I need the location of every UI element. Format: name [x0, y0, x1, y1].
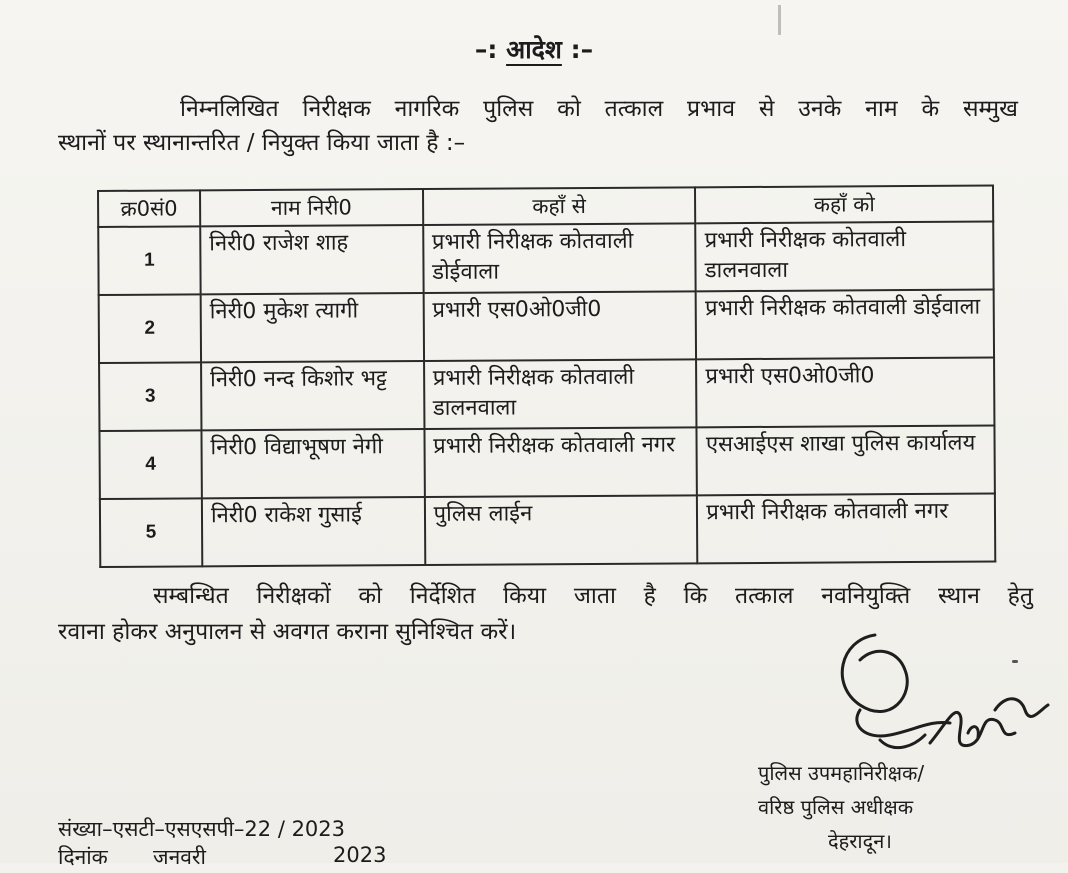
header-from: कहाँ से — [423, 187, 696, 225]
signatory-line-1: पुलिस उपमहानिरीक्षक/ — [758, 761, 925, 785]
row-serial: 4 — [99, 430, 201, 499]
reference-number: संख्या–एसटी–एसएसपी–22 / 2023 — [58, 817, 346, 841]
row-name: निरी0 विद्याभूषण नेगी — [201, 429, 424, 498]
row-from: प्रभारी निरीक्षक कोतवाली डोईवाला — [423, 223, 696, 293]
table-header-row — [98, 186, 993, 227]
instruction-line-1: सम्बन्धित निरीक्षकों को निर्देशित किया जाता है कि तत्काल नवनियुक्ति स्थान हेतु — [153, 583, 1033, 609]
row-name: निरी0 नन्द किशोर भट्ट — [201, 361, 424, 430]
title-suffix: :– — [561, 35, 594, 64]
signatory-block — [758, 756, 1018, 858]
document-title — [0, 32, 1068, 66]
header-to: कहाँ को — [695, 186, 993, 224]
table-row — [98, 222, 993, 295]
table-row — [99, 426, 994, 499]
row-name: निरी0 राजेश शाह — [200, 225, 423, 294]
row-to: प्रभारी एस0ओ0जी0 — [696, 358, 994, 428]
header-serial: क्र0सं0 — [98, 190, 200, 227]
scan-mark — [778, 5, 781, 35]
date-label: दिनांक — [58, 845, 108, 869]
intro-paragraph — [58, 92, 1018, 160]
row-serial: 2 — [99, 294, 201, 363]
date-year: 2023 — [333, 843, 387, 867]
intro-line-2: स्थानों पर स्थानान्तरित / नियुक्त किया जाता है :– — [58, 130, 466, 156]
row-serial: 1 — [98, 226, 200, 295]
row-to: एसआईएस शाखा पुलिस कार्यालय — [697, 426, 995, 496]
row-to: प्रभारी निरीक्षक कोतवाली नगर — [697, 494, 995, 564]
intro-line-1: निम्नलिखित निरीक्षक नागरिक पुलिस को तत्काल प्रभाव से उनके नाम के सम्मुख — [180, 96, 1018, 122]
instruction-line-2: रवाना होकर अनुपालन से अवगत कराना सुनिश्चित करें। — [58, 619, 517, 645]
row-from: प्रभारी एस0ओ0जी0 — [423, 291, 696, 361]
title-prefix: –: — [474, 35, 507, 64]
date-month: जनवरी — [153, 845, 206, 869]
row-serial: 5 — [100, 498, 202, 567]
row-from: पुलिस लाईन — [425, 495, 698, 565]
scan-speck — [1012, 660, 1018, 663]
signatory-line-2: वरिष्ठ पुलिस अधीक्षक — [758, 795, 914, 819]
row-from: प्रभारी निरीक्षक कोतवाली नगर — [424, 427, 697, 497]
transfer-table — [97, 185, 996, 568]
signatory-line-3: देहरादून। — [828, 829, 892, 853]
date-line — [58, 843, 438, 873]
row-name: निरी0 मुकेश त्यागी — [201, 293, 424, 362]
table-row — [100, 494, 995, 567]
row-serial: 3 — [99, 362, 201, 431]
title-word: आदेश — [506, 35, 562, 64]
table-row — [99, 290, 994, 363]
row-to: प्रभारी निरीक्षक कोतवाली डालनवाला — [696, 222, 994, 292]
row-name: निरी0 राकेश गुसाई — [202, 497, 425, 566]
row-from: प्रभारी निरीक्षक कोतवाली डालनवाला — [424, 359, 697, 429]
table-row — [99, 358, 994, 431]
row-to: प्रभारी निरीक्षक कोतवाली डोईवाला — [696, 290, 994, 360]
header-name: नाम निरी0 — [200, 189, 423, 226]
